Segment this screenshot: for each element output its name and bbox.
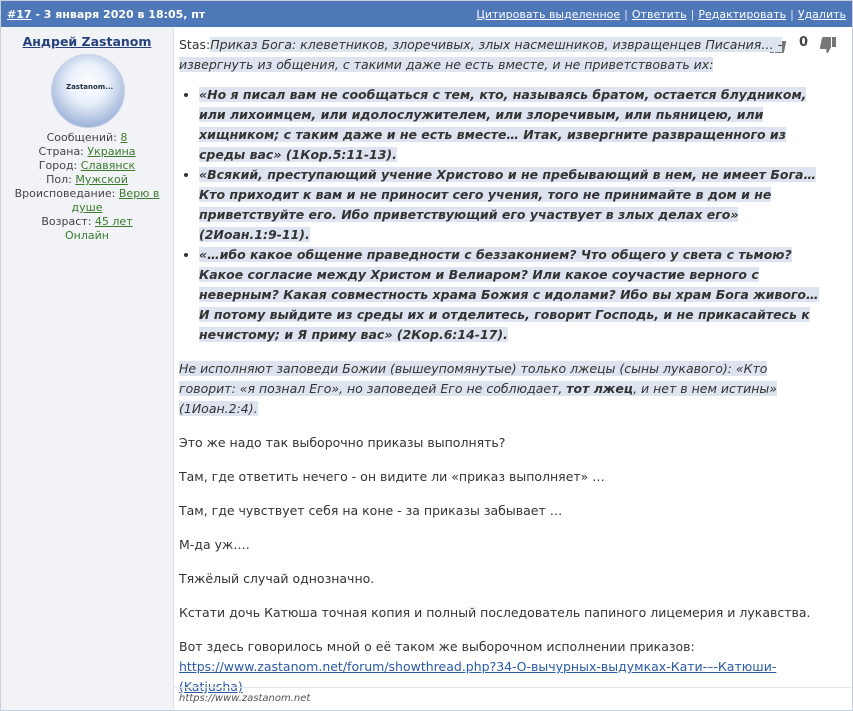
separator: | xyxy=(790,8,794,21)
post-meta xyxy=(7,8,205,21)
stat-posts-value[interactable]: 8 xyxy=(120,131,128,144)
post-header xyxy=(1,1,852,27)
paragraph: Вот здесь говорилось мной о её таком же выборочном исполнении приказов: xyxy=(179,639,695,654)
quote-author: Stas: xyxy=(179,37,211,52)
stat-country-value[interactable]: Украина xyxy=(87,145,136,158)
post-date: - 3 января 2020 в 18:05, пт xyxy=(31,8,206,21)
stat-age: Возраст: 45 лет xyxy=(41,215,133,228)
stat-city: Город: Славянск xyxy=(38,159,136,172)
separator: | xyxy=(690,8,695,21)
separator: | xyxy=(624,8,628,21)
signature-text: https://www.zastanom.net xyxy=(179,693,311,704)
quote-selected-link[interactable]: Цитировать выделенное xyxy=(476,8,621,21)
stat-religion-value[interactable]: Верю в душе xyxy=(71,187,160,214)
username-link[interactable]: Андрей Zastanom xyxy=(22,34,152,49)
user-stats xyxy=(5,131,169,243)
rating-score: 0 xyxy=(799,35,809,50)
user-panel xyxy=(1,27,174,710)
stat-gender: Пол: Мужской xyxy=(46,173,128,186)
edit-link[interactable]: Редактировать xyxy=(698,8,787,21)
stat-religion: Вроисповедание: Верю в душе xyxy=(14,187,160,214)
paragraph: Там, где чувствует себя на коне - за приказы забывает … xyxy=(179,503,563,518)
paragraph: Кстати дочь Катюша точная копия и полный последователь папиного лицемерия и лукавства. xyxy=(179,605,811,620)
quote-outro: Не исполняют заповеди Божии (вышеупомянутые) только лжецы (сыны лукавого): «Кто говорит: «я познал Его», но заповедей Его не соблюдает, тот лжец, и нет в нем истины» (1Иоан.2:4). xyxy=(179,361,778,416)
reply-link[interactable]: Ответить xyxy=(631,8,687,21)
quote-intro-text: Приказ Бога: клеветников, злоречивых, злых насмешников, извращенцев Писания… - извергнуть из общения, с такими даже не есть вместе, и не приветствовать их: xyxy=(179,37,783,72)
avatar-logo-text: Zastanom... xyxy=(66,83,114,91)
post-number-link[interactable]: #17 xyxy=(7,8,32,21)
paragraph: Там, где ответить нечего - он видите ли «приказ выполняет» … xyxy=(179,469,605,484)
quote-intro xyxy=(179,35,819,75)
post-actions xyxy=(476,8,846,21)
delete-link[interactable]: Удалить xyxy=(797,8,846,21)
stat-gender-value[interactable]: Мужской xyxy=(75,173,128,186)
paragraph: М-да уж…. xyxy=(179,537,250,552)
stat-city-value[interactable]: Славянск xyxy=(80,159,136,172)
signature xyxy=(173,687,852,711)
thread-link[interactable]: https://www.zastanom.net/forum/showthread.php?34-О-вычурных-выдумках-Кати-–-Катюши-(Katjusha) xyxy=(179,659,777,694)
stat-posts: Сообщений: 8 xyxy=(46,131,128,144)
quote-item: • «Но я писал вам не сообщаться с тем, кто, называясь братом, остается блудником, или лихоимцем, или идолослужителем, или злоречивым, или пьяницею, или хищником; с таким даже и не есть вместе… Итак, извергните развращенного из среды вас» (1Кор.5:11-13). xyxy=(199,85,819,165)
quote-item: • «…ибо какое общение праведности с беззаконием? Что общего у света с тьмою? Какое согласие между Христом и Велиаром? Или какое соучастие верного с неверным? Какая совместность храма Божия с идолами? Ибо вы храм Бога живого… И потому выйдите из среды их и отделитесь, говорит Господь, и не прикасайтесь к нечистому; и Я приму вас» (2Кор.6:14-17). xyxy=(199,245,819,345)
thumbs-down-icon[interactable] xyxy=(819,36,837,58)
online-status: Онлайн xyxy=(65,229,109,242)
paragraph: Это же надо так выборочно приказы выполнять? xyxy=(179,435,506,450)
quote-item: • «Всякий, преступающий учение Христово и не пребывающий в нем, не имеет Бога… Кто приходит к вам и не приносит сего учения, того не принимайте в дом и не приветствуйте его. Ибо приветствующий его участвует в злых делах его» (2Иоан.1:9-11). xyxy=(199,165,819,245)
stat-age-value[interactable]: 45 лет xyxy=(94,215,133,228)
stat-country: Страна: Украина xyxy=(38,145,136,158)
quote-list xyxy=(179,85,819,345)
avatar[interactable] xyxy=(51,54,125,128)
paragraph: Тяжёлый случай однозначно. xyxy=(179,571,375,586)
post-content xyxy=(179,35,819,697)
